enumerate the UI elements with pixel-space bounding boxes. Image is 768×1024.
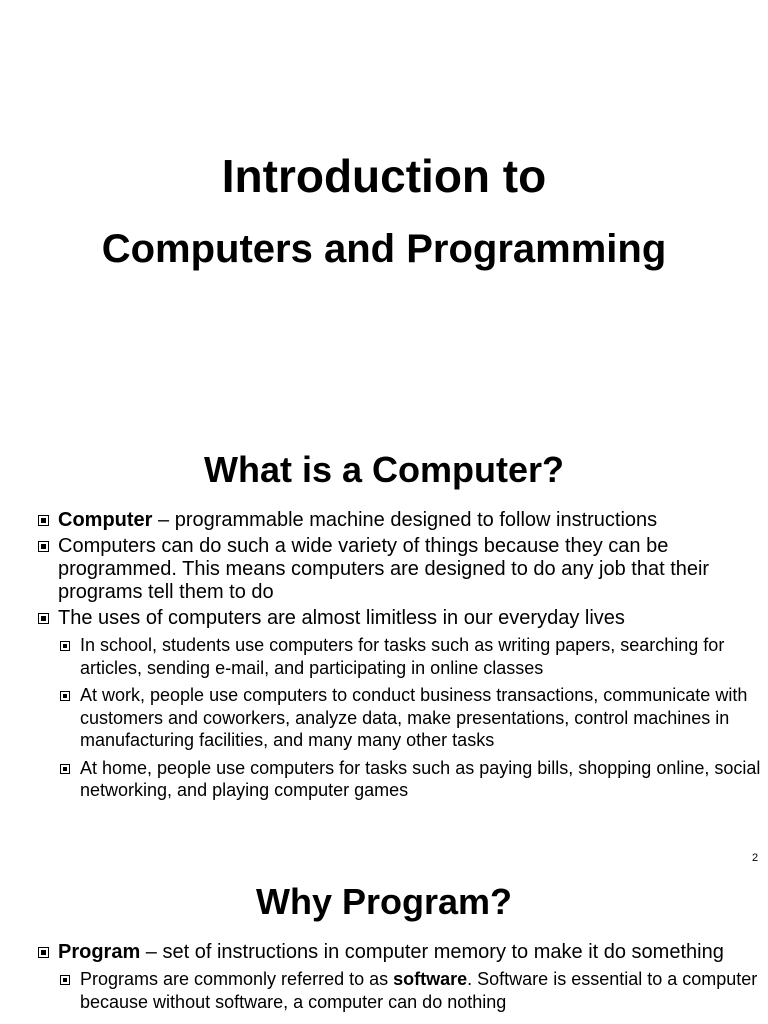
item-text: The uses of computers are almost limitless in our everyday lives (58, 607, 625, 629)
sub-list-item (58, 684, 761, 752)
list-item (36, 509, 761, 532)
small-square-bullet-icon (60, 641, 70, 651)
sub-item-text-before: Programs are commonly referred to as (80, 969, 394, 989)
sub-list (58, 634, 761, 802)
small-square-bullet-icon (60, 975, 70, 985)
sub-list-item (58, 968, 761, 1013)
list-item (36, 941, 761, 1013)
term-computer: Computer (58, 509, 153, 531)
list-item (36, 607, 761, 802)
sub-item-text: At home, people use computers for tasks such as paying bills, shopping online, social networking, and playing computer games (80, 757, 761, 800)
small-square-bullet-icon (60, 764, 70, 774)
square-dot-bullet-icon (36, 514, 50, 527)
term-program: Program (58, 941, 141, 963)
slide1-title-line2: Computers and Programming (101, 227, 667, 271)
item-text: – programmable machine designed to follow instructions (152, 509, 658, 531)
square-dot-bullet-icon (36, 540, 50, 553)
list-item (36, 535, 761, 604)
page-number: 2 (752, 852, 759, 864)
term-software: software (393, 969, 468, 989)
slide2-heading: What is a Computer? (203, 449, 565, 490)
item-text: Computers can do such a wide variety of things because they can be programmed. This means computers are designed to do any job that their programs tell them to do (58, 535, 710, 603)
slide3-bullet-list (36, 941, 761, 1018)
sub-item-text-after: . Software is essential to a computer because without software, a computer can do nothing (80, 969, 758, 1012)
sub-item-text: At work, people use computers to conduct business transactions, communicate with customers and coworkers, analyze data, make presentations, control machines in manufacturing facilities, and many many other tasks (80, 685, 748, 750)
sub-list-item (58, 757, 761, 802)
small-square-bullet-icon (60, 691, 70, 701)
square-dot-bullet-icon (36, 612, 50, 625)
item-text: – set of instructions in computer memory to make it do something (140, 941, 724, 963)
sub-list (58, 968, 761, 1013)
slide3-heading: Why Program? (255, 881, 513, 922)
sub-list-item (58, 634, 761, 679)
square-dot-bullet-icon (36, 946, 50, 959)
slide1-title-line1: Introduction to (221, 150, 547, 202)
slide2-bullet-list (36, 509, 761, 807)
sub-item-text: In school, students use computers for tasks such as writing papers, searching for articles, sending e-mail, and participating in online classes (80, 635, 725, 678)
